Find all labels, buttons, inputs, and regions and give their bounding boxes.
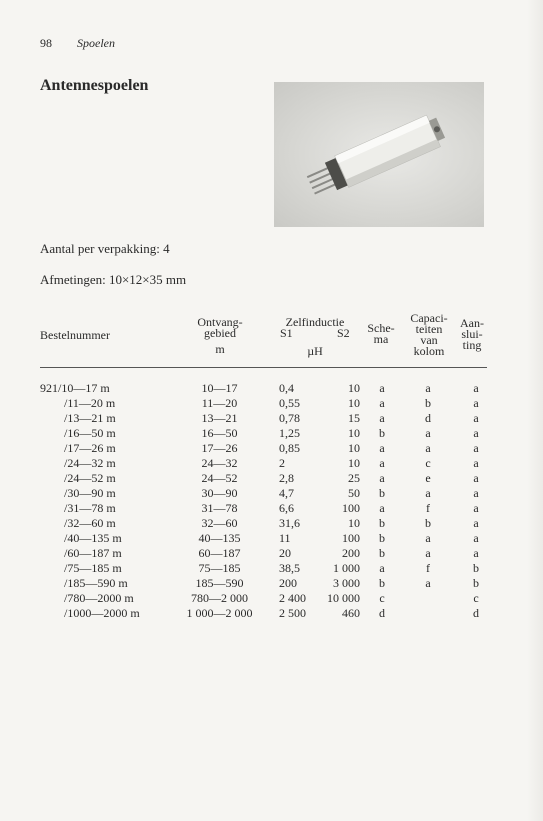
table-row xyxy=(0,591,543,606)
header-capaciteiten-line4: kolom xyxy=(413,344,445,358)
cell-s2: 10 xyxy=(348,381,360,395)
cell-bestelnummer: /13—21 m xyxy=(64,411,116,425)
cell-aansluiting: a xyxy=(473,396,479,410)
cell-schema: b xyxy=(379,486,385,500)
cell-s2: 25 xyxy=(348,471,360,485)
table-row xyxy=(0,501,543,516)
cell-s2: 10 xyxy=(348,456,360,470)
cell-capaciteit: a xyxy=(425,486,431,500)
cell-schema: b xyxy=(379,426,385,440)
cell-aansluiting: d xyxy=(473,606,479,620)
table-row xyxy=(0,471,543,486)
cell-s2: 3 000 xyxy=(333,576,360,590)
cell-bestelnummer: /30—90 m xyxy=(64,486,116,500)
header-range-line1: Ontvang- xyxy=(197,315,243,329)
cell-range: 60—187 xyxy=(198,546,241,560)
cell-capaciteit: a xyxy=(425,426,431,440)
cell-bestelnummer: /60—187 m xyxy=(64,546,122,560)
cell-s2: 10 xyxy=(348,396,360,410)
cell-schema: b xyxy=(379,576,385,590)
cell-range: 75—185 xyxy=(198,561,241,575)
cell-capaciteit: f xyxy=(426,501,430,515)
cell-range: 24—52 xyxy=(201,471,238,485)
cell-schema: a xyxy=(379,441,385,455)
cell-schema: a xyxy=(379,381,385,395)
header-schema-line2: ma xyxy=(373,332,389,346)
table-row xyxy=(0,381,543,396)
table-row xyxy=(0,546,543,561)
cell-aansluiting: a xyxy=(473,411,479,425)
cell-bestelnummer: /1000—2000 m xyxy=(64,606,140,620)
header-range-line2: gebied xyxy=(204,326,236,340)
cell-aansluiting: a xyxy=(473,471,479,485)
table-row xyxy=(0,456,543,471)
cell-capaciteit: a xyxy=(425,381,431,395)
cell-aansluiting: a xyxy=(473,486,479,500)
section-title: Antennespoelen xyxy=(40,77,149,94)
cell-s2: 10 xyxy=(348,516,360,530)
header-capaciteiten-line3: van xyxy=(420,333,438,347)
running-title: Spoelen xyxy=(77,36,115,50)
cell-range: 780—2 000 xyxy=(191,591,248,605)
cell-range: 10—17 xyxy=(201,381,238,395)
cell-s1: 2 xyxy=(279,456,285,470)
header-aansluiting-line1: Aan- xyxy=(460,316,484,330)
header-capaciteiten-line1: Capaci- xyxy=(410,311,448,325)
cell-s1: 4,7 xyxy=(279,486,294,500)
cell-schema: d xyxy=(379,606,385,620)
page-header xyxy=(40,36,115,51)
header-schema-line1: Sche- xyxy=(367,321,395,335)
header-range-unit: m xyxy=(215,342,225,356)
cell-s2: 50 xyxy=(348,486,360,500)
cell-s1: 20 xyxy=(279,546,291,560)
cell-bestelnummer: /24—52 m xyxy=(64,471,116,485)
cell-aansluiting: a xyxy=(473,441,479,455)
cell-s1: 11 xyxy=(279,531,291,545)
cell-range: 16—50 xyxy=(201,426,238,440)
table-row xyxy=(0,516,543,531)
cell-s1: 6,6 xyxy=(279,501,294,515)
cell-s1: 38,5 xyxy=(279,561,300,575)
cell-s1: 200 xyxy=(279,576,297,590)
table-row xyxy=(0,561,543,576)
cell-s2: 10 000 xyxy=(327,591,360,605)
cell-aansluiting: b xyxy=(473,576,479,590)
cell-capaciteit: f xyxy=(426,561,430,575)
cell-s1: 0,85 xyxy=(279,441,300,455)
table-header-rule xyxy=(40,367,487,368)
cell-bestelnummer: /32—60 m xyxy=(64,516,116,530)
cell-range: 31—78 xyxy=(201,501,238,515)
antenna-coil-illustration xyxy=(274,82,484,227)
cell-bestelnummer: /11—20 m xyxy=(64,396,116,410)
cell-s1: 0,55 xyxy=(279,396,300,410)
cell-capaciteit: a xyxy=(425,441,431,455)
cell-s2: 10 xyxy=(348,426,360,440)
cell-bestelnummer: /75—185 m xyxy=(64,561,122,575)
cell-capaciteit: b xyxy=(425,516,431,530)
cell-schema: a xyxy=(379,501,385,515)
cell-s2: 100 xyxy=(342,531,360,545)
cell-bestelnummer: /17—26 m xyxy=(64,441,116,455)
cell-schema: a xyxy=(379,561,385,575)
cell-s2: 100 xyxy=(342,501,360,515)
cell-bestelnummer: /16—50 m xyxy=(64,426,116,440)
cell-capaciteit: c xyxy=(425,456,431,470)
cell-aansluiting: a xyxy=(473,501,479,515)
cell-s2: 1 000 xyxy=(333,561,360,575)
header-aansluiting-line3: ting xyxy=(462,338,482,352)
cell-bestelnummer: /780—2000 m xyxy=(64,591,134,605)
cell-range: 24—32 xyxy=(201,456,238,470)
cell-aansluiting: a xyxy=(473,381,479,395)
cell-aansluiting: a xyxy=(473,531,479,545)
cell-schema: a xyxy=(379,396,385,410)
cell-schema: b xyxy=(379,531,385,545)
header-s1: S1 xyxy=(280,326,293,340)
header-zelf-unit: µH xyxy=(307,344,323,358)
cell-aansluiting: b xyxy=(473,561,479,575)
cell-schema: a xyxy=(379,411,385,425)
cell-schema: a xyxy=(379,456,385,470)
cell-range: 13—21 xyxy=(201,411,238,425)
cell-range: 40—135 xyxy=(198,531,241,545)
cell-s2: 460 xyxy=(342,606,360,620)
cell-schema: b xyxy=(379,546,385,560)
cell-aansluiting: a xyxy=(473,456,479,470)
cell-aansluiting: a xyxy=(473,546,479,560)
cell-s1: 2 500 xyxy=(279,606,306,620)
header-capaciteiten-line2: teiten xyxy=(415,322,443,336)
table-row xyxy=(0,531,543,546)
cell-bestelnummer: /24—32 m xyxy=(64,456,116,470)
cell-capaciteit: a xyxy=(425,546,431,560)
cell-schema: c xyxy=(379,591,385,605)
table-row xyxy=(0,411,543,426)
header-zelfinductie: Zelfinductie xyxy=(285,315,345,329)
table-row xyxy=(0,606,543,621)
header-bestelnummer: Bestelnummer xyxy=(40,328,110,342)
cell-s1: 0,4 xyxy=(279,381,294,395)
cell-s1: 31,6 xyxy=(279,516,300,530)
cell-bestelnummer: 921/10—17 m xyxy=(40,381,110,395)
cell-s1: 2,8 xyxy=(279,471,294,485)
cell-s1: 0,78 xyxy=(279,411,300,425)
cell-aansluiting: a xyxy=(473,516,479,530)
cell-bestelnummer: /31—78 m xyxy=(64,501,116,515)
header-s2: S2 xyxy=(337,326,350,340)
cell-capaciteit: b xyxy=(425,396,431,410)
product-photo xyxy=(274,82,484,227)
cell-s2: 10 xyxy=(348,441,360,455)
dimensions-info: Afmetingen: 10×12×35 mm xyxy=(40,272,187,287)
table-row xyxy=(0,396,543,411)
cell-s1: 2 400 xyxy=(279,591,306,605)
cell-aansluiting: c xyxy=(473,591,479,605)
cell-range: 17—26 xyxy=(201,441,238,455)
cell-range: 32—60 xyxy=(201,516,238,530)
cell-s2: 15 xyxy=(348,411,360,425)
header-aansluiting-line2: slui- xyxy=(461,327,483,341)
table-row xyxy=(0,426,543,441)
cell-aansluiting: a xyxy=(473,426,479,440)
cell-range: 1 000—2 000 xyxy=(186,606,253,620)
cell-bestelnummer: /40—135 m xyxy=(64,531,122,545)
table-row xyxy=(0,576,543,591)
cell-schema: b xyxy=(379,516,385,530)
cell-capaciteit: a xyxy=(425,531,431,545)
cell-capaciteit: a xyxy=(425,576,431,590)
table-row xyxy=(0,486,543,501)
cell-s2: 200 xyxy=(342,546,360,560)
cell-capaciteit: d xyxy=(425,411,431,425)
cell-s1: 1,25 xyxy=(279,426,300,440)
cell-range: 30—90 xyxy=(201,486,238,500)
cell-range: 185—590 xyxy=(195,576,244,590)
cell-range: 11—20 xyxy=(201,396,238,410)
cell-capaciteit: e xyxy=(425,471,431,485)
packaging-info: Aantal per verpakking: 4 xyxy=(40,241,170,256)
cell-bestelnummer: /185—590 m xyxy=(64,576,128,590)
table-row xyxy=(0,441,543,456)
cell-schema: a xyxy=(379,471,385,485)
page-number: 98 xyxy=(40,36,52,50)
